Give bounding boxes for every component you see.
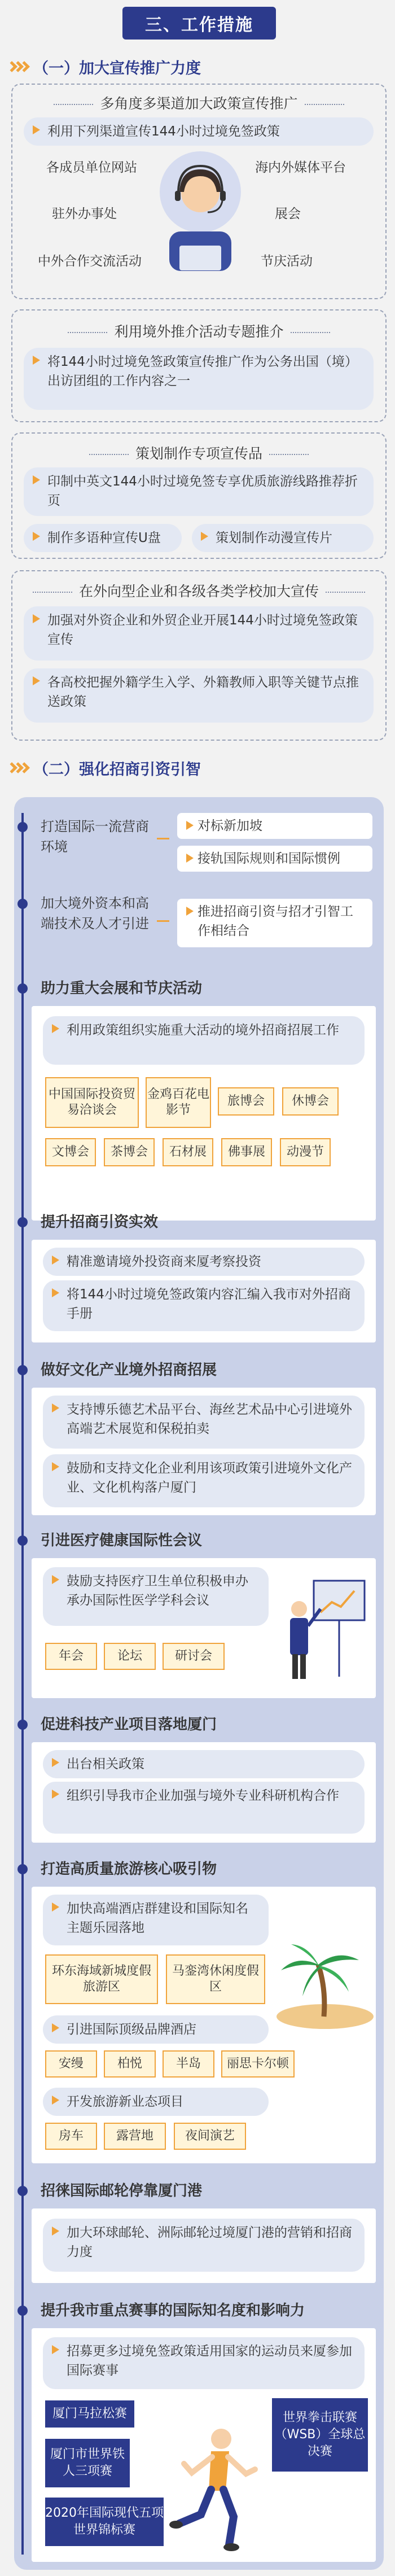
row-talent (32, 889, 376, 962)
event-tag: 文博会 (45, 1138, 96, 1166)
pill-item: 各高校把握外籍学生入学、外籍教师入职等关键节点推送政策 (24, 668, 374, 723)
pill-item: 开发旅游新业态项目 (43, 2088, 269, 2116)
pill-item: 鼓励支持医疗卫生单位积极申办承办国际性医学学科会议 (43, 1567, 269, 1626)
pill-item: 引进国际顶级品牌酒店 (43, 2015, 269, 2044)
timeline-line (21, 813, 24, 2555)
pill-item: 加大环球邮轮、洲际邮轮过境厦门港的营销和招商力度 (43, 2219, 365, 2272)
event-tag: 石材展 (163, 1138, 213, 1166)
pill-item: 接轨国际规则和国际惯例 (177, 846, 372, 872)
timeline-dot (17, 1536, 28, 1546)
pill-item: 策划制作动漫宣传片 (192, 524, 374, 552)
event-tag: 旅博会 (218, 1087, 274, 1116)
sports-event-tag: 2020年国际现代五项世界锦标赛 (45, 2498, 164, 2546)
timeline-dot (17, 899, 28, 909)
new-business-tag: 夜间演艺 (174, 2123, 246, 2150)
hotel-tag: 安缦 (45, 2050, 97, 2078)
timeline-dot (17, 983, 28, 994)
row-heading: 打造国际一流营商环境 (41, 819, 149, 855)
sports-event-tag: 厦门市世界铁人三项赛 (45, 2439, 130, 2487)
timeline-dot (17, 1365, 28, 1375)
pill-item: 出台相关政策 (43, 1750, 365, 1778)
section-header-investment: （二）强化招商引资引智 (8, 756, 201, 779)
card-heading: 打造高质量旅游核心吸引物 (41, 1861, 217, 1878)
card-investment-effect (32, 1240, 376, 1342)
event-tag: 休博会 (282, 1087, 339, 1116)
page-title: 三、工作措施 (122, 7, 276, 40)
pill-item: 利用政策组织实施重大活动的境外招商招展工作 (43, 1016, 365, 1065)
channel-item: 驻外办事处 (52, 207, 117, 221)
chevron-icon (8, 764, 27, 772)
timeline-dot (17, 1720, 28, 1730)
new-business-tag: 露营地 (104, 2123, 166, 2150)
pill-item: 制作多语种宣传U盘 (24, 524, 182, 552)
timeline-dot (17, 2186, 28, 2196)
box-heading: 多角度多渠道加大政策宣传推广 (100, 95, 298, 112)
row-business-env (32, 811, 376, 877)
customer-service-illustration-icon (158, 147, 243, 277)
chevron-icon (8, 63, 27, 71)
conference-tag: 论坛 (104, 1643, 156, 1670)
connector-arrow-icon (157, 920, 169, 922)
pill-item: 加强对外资企业和外贸企业开展144小时过境免签政策宣传 (24, 606, 374, 661)
pill-item: 加快高端酒店群建设和国际知名主题乐园落地 (43, 1895, 269, 1945)
box-promo-materials (11, 432, 387, 559)
event-tag: 金鸡百花电影节 (146, 1077, 211, 1128)
event-tag: 茶博会 (104, 1138, 155, 1166)
hotel-tag: 柏悦 (104, 2050, 156, 2078)
pill-item: 对标新加坡 (177, 813, 372, 839)
pill-item: 将144小时过境免签政策宣传推广作为公务出国（境）出访团组的工作内容之一 (24, 348, 374, 410)
runner-illustration-icon (167, 2424, 263, 2554)
timeline-dot (17, 1864, 28, 1874)
card-heading: 做好文化产业境外招商招展 (41, 1362, 217, 1379)
conference-tag: 研讨会 (163, 1643, 225, 1670)
channel-item: 海内外媒体平台 (255, 160, 346, 175)
box-heading: 在外向型企业和各级各类学校加大宣传 (78, 583, 319, 600)
card-culture-industry (32, 1388, 376, 1515)
card-tech-projects (32, 1742, 376, 1843)
pill-item: 推进招商引资与招才引智工作相结合 (177, 899, 372, 947)
box-overseas-promotion (11, 309, 387, 422)
hotel-tag: 丽思卡尔顿 (221, 2050, 295, 2078)
sports-event-tag: 厦门马拉松赛 (45, 2400, 134, 2428)
pill-item: 鼓励和支持文化企业利用该项政策引进境外文化产业、文化机构落户厦门 (43, 1454, 365, 1507)
pill-item: 印制中英文144小时过境免签专享优质旅游线路推荐折页 (24, 467, 374, 516)
box-multi-channel (11, 84, 387, 299)
card-sports-events (32, 2328, 376, 2562)
pill-item: 精准邀请境外投资商来厦考察投资 (43, 1248, 365, 1276)
presenter-illustration-icon (280, 1569, 370, 1688)
event-tag: 中国国际投资贸易洽谈会 (45, 1077, 139, 1128)
box-enterprises-schools (11, 570, 387, 741)
timeline-dot (17, 2306, 28, 2316)
card-exhibitions (32, 1006, 376, 1221)
timeline-dot (17, 1217, 28, 1227)
palm-island-icon (274, 1938, 376, 2033)
card-heading: 促进科技产业项目落地厦门 (41, 1716, 217, 1733)
section-header-publicity: （一）加大宣传推广力度 (8, 55, 201, 78)
resort-tag: 马銮湾休闲度假区 (166, 1954, 265, 2004)
channel-item: 中外合作交流活动 (38, 254, 142, 269)
box-heading: 策划制作专项宣传品 (135, 445, 262, 462)
conference-tag: 年会 (45, 1643, 97, 1670)
pill-item: 将144小时过境免签政策内容汇编入我市对外招商手册 (43, 1280, 365, 1331)
card-heading: 引进医疗健康国际性会议 (41, 1532, 203, 1549)
new-business-tag: 房车 (45, 2123, 97, 2150)
channel-item: 节庆活动 (261, 254, 313, 269)
channel-item: 展会 (275, 207, 301, 221)
card-heading: 招徕国际邮轮停靠厦门港 (41, 2183, 203, 2199)
box-heading: 利用境外推介活动专题推介 (114, 323, 284, 340)
channel-item: 各成员单位网站 (46, 160, 137, 175)
pill-item: 支持博乐德艺术品平台、海丝艺术品中心引进境外高端艺术展览和保税拍卖 (43, 1396, 365, 1449)
card-heading: 助力重大会展和节庆活动 (41, 980, 203, 997)
row-heading: 加大境外资本和高端技术及人才引进 (41, 895, 149, 931)
card-heading: 提升招商引资实效 (41, 1214, 159, 1231)
pill-item: 招募更多过境免签政策适用国家的运动员来厦参加国际赛事 (43, 2337, 365, 2389)
hotel-tag: 半岛 (163, 2050, 214, 2078)
card-medical-conference (32, 1558, 376, 1698)
pill-item: 组织引导我市企业加强与境外专业科研机构合作 (43, 1782, 365, 1834)
resort-tag: 环东海域新城度假旅游区 (45, 1954, 158, 2004)
card-heading: 提升我市重点赛事的国际知名度和影响力 (41, 2302, 305, 2319)
event-tag: 佛事展 (221, 1138, 272, 1166)
timeline-dot (17, 822, 28, 832)
sports-event-tag: 世界拳击联赛（WSB）全球总决赛 (272, 2398, 368, 2472)
event-tag: 动漫节 (280, 1138, 331, 1166)
pill-item: 利用下列渠道宣传144小时过境免签政策 (24, 117, 374, 146)
card-cruise (32, 2208, 376, 2283)
card-tourism (32, 1887, 376, 2163)
connector-arrow-icon (157, 838, 169, 839)
